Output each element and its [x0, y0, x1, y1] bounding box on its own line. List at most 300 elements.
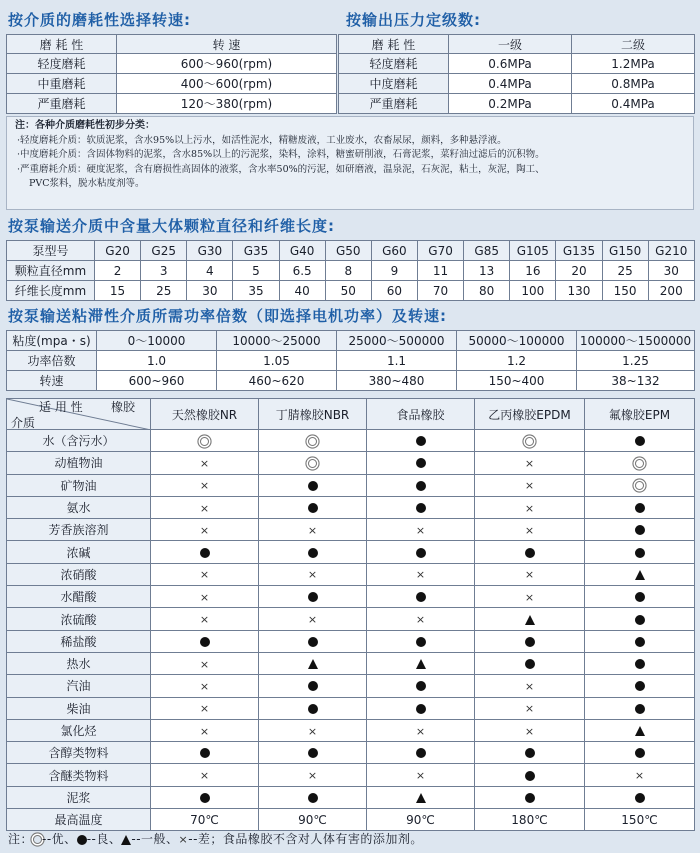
legend-item-text: --差； [188, 832, 223, 846]
compatibility-cell [475, 586, 585, 608]
poor-cross-icon: × [199, 769, 210, 783]
wear-level-cell: 轻度磨耗 [339, 54, 449, 74]
poor-cross-icon: × [524, 679, 535, 693]
wear-level-cell: 严重磨耗 [7, 94, 117, 114]
compatibility-cell [585, 675, 695, 697]
compatibility-cell [151, 430, 259, 452]
good-dot-icon [525, 793, 535, 803]
medium-label-cell: 热水 [7, 652, 151, 674]
legend-item-text: --优、 [42, 832, 77, 846]
viscosity-value-cell: 0～10000 [97, 331, 217, 351]
compatibility-cell [367, 474, 475, 496]
header-corner-cell [7, 399, 151, 430]
viscosity-row-label: 粘度(mpa・s) [7, 331, 97, 351]
viscosity-value-cell: 38~132 [577, 371, 695, 391]
compatibility-cell [585, 697, 695, 719]
compatibility-cell [475, 608, 585, 630]
pressure-cell: 0.2MPa [449, 94, 572, 114]
good-dot-icon [200, 793, 210, 803]
pressure-cell: 1.2MPa [572, 54, 695, 74]
compatibility-cell [475, 675, 585, 697]
compatibility-cell [151, 764, 259, 786]
compatibility-cell [367, 719, 475, 741]
compatibility-cell [585, 764, 695, 786]
wear-header-row [7, 35, 337, 54]
pump-model-cell: G30 [187, 241, 233, 261]
legend-footnote [8, 830, 423, 847]
particle-value-cell: 3 [141, 261, 187, 281]
poor-cross-icon: × [415, 523, 426, 537]
viscosity-value-cell: 100000～1500000 [577, 331, 695, 351]
compatibility-cell [259, 697, 367, 719]
pressure-table [338, 34, 695, 114]
poor-cross-icon: × [524, 523, 535, 537]
poor-cross-icon: × [415, 613, 426, 627]
poor-cross-icon: × [199, 501, 210, 515]
particle-value-cell: 5 [233, 261, 279, 281]
good-dot-icon [635, 436, 645, 446]
compatibility-cell [151, 697, 259, 719]
pressure-header-cell: 一级 [449, 35, 572, 54]
pressure-section-title: 按输出压力定级数: [346, 11, 481, 29]
good-dot-icon [635, 793, 645, 803]
particle-value-cell: 30 [187, 281, 233, 301]
poor-cross-icon: × [199, 724, 210, 738]
medium-label-cell: 浓硫酸 [7, 608, 151, 630]
pump-model-cell: G50 [325, 241, 371, 261]
poor-cross-icon: × [524, 702, 535, 716]
viscosity-row-label: 转速 [7, 371, 97, 391]
good-dot-icon [635, 525, 645, 535]
good-dot-icon [416, 681, 426, 691]
compatibility-cell [367, 608, 475, 630]
compatibility-cell [151, 586, 259, 608]
compatibility-cell [151, 563, 259, 585]
good-dot-icon [635, 704, 645, 714]
poor-cross-icon: × [524, 479, 535, 493]
good-dot-icon [525, 771, 535, 781]
good-dot-icon [635, 637, 645, 647]
compatibility-cell [259, 452, 367, 474]
rubber-row [7, 430, 695, 452]
compatibility-cell [475, 630, 585, 652]
pump-model-cell: G20 [95, 241, 141, 261]
poor-cross-icon: × [415, 724, 426, 738]
wear-level-cell: 严重磨耗 [339, 94, 449, 114]
medium-label-cell: 水（含污水） [7, 430, 151, 452]
good-dot-icon [416, 481, 426, 491]
wear-header-cell: 转 速 [117, 35, 337, 54]
compatibility-cell [259, 496, 367, 518]
particle-value-cell: 150 [602, 281, 648, 301]
rubber-row [7, 563, 695, 585]
excellent-ring-icon [33, 835, 42, 844]
compatibility-cell [151, 786, 259, 808]
pump-model-cell: G135 [556, 241, 602, 261]
poor-cross-icon: × [307, 769, 318, 783]
good-dot-icon [308, 592, 318, 602]
viscosity-value-cell: 600~960 [97, 371, 217, 391]
medium-label-cell: 柴油 [7, 697, 151, 719]
rubber-row [7, 586, 695, 608]
compatibility-cell [259, 675, 367, 697]
viscosity-row-label: 功率倍数 [7, 351, 97, 371]
compatibility-cell [367, 630, 475, 652]
compatibility-cell [585, 719, 695, 741]
notes-title: 注：各种介质磨耗性初步分类： [15, 120, 155, 131]
good-dot-icon [525, 659, 535, 669]
compatibility-cell [151, 519, 259, 541]
pump-model-cell: G105 [510, 241, 556, 261]
legend-item-text: --良、 [86, 832, 122, 846]
compatibility-cell [259, 764, 367, 786]
particle-value-cell: 8 [325, 261, 371, 281]
wear-header-cell: 磨 耗 性 [7, 35, 117, 54]
particle-row [7, 261, 695, 281]
fair-triangle-icon [308, 659, 318, 669]
compatibility-cell [151, 608, 259, 630]
wear-row [7, 54, 337, 74]
rubber-header-row [7, 399, 695, 430]
poor-cross-icon: × [524, 456, 535, 470]
good-dot-icon [635, 592, 645, 602]
good-dot-icon [416, 436, 426, 446]
viscosity-table [6, 330, 695, 391]
compatibility-cell [151, 452, 259, 474]
compatibility-cell [367, 652, 475, 674]
compatibility-cell [151, 652, 259, 674]
good-dot-icon [416, 704, 426, 714]
rubber-compatibility-table [6, 398, 695, 831]
rubber-column-header: 氟橡胶EPM [585, 399, 695, 430]
excellent-ring-icon [635, 481, 644, 490]
good-dot-icon [308, 748, 318, 758]
compatibility-cell [367, 452, 475, 474]
footnote-suffix: 食品橡胶不含对人体有害的添加剂。 [222, 832, 423, 846]
viscosity-section-title: 按泵输送粘滞性介质所需功率倍数（即选择电机功率）及转速: [8, 307, 448, 325]
wear-level-cell: 中重磨耗 [7, 74, 117, 94]
rubber-row [7, 541, 695, 563]
rubber-column-header: 天然橡胶NR [151, 399, 259, 430]
particle-value-cell: 35 [233, 281, 279, 301]
pump-model-cell: G210 [648, 241, 694, 261]
rubber-row [7, 496, 695, 518]
compatibility-cell [367, 675, 475, 697]
viscosity-value-cell: 10000～25000 [217, 331, 337, 351]
compatibility-cell [585, 563, 695, 585]
good-dot-icon [416, 458, 426, 468]
particle-value-cell: 11 [417, 261, 463, 281]
rubber-row [7, 630, 695, 652]
compatibility-cell [585, 742, 695, 764]
compatibility-cell [475, 719, 585, 741]
poor-cross-icon: × [415, 568, 426, 582]
compatibility-cell [151, 496, 259, 518]
particle-value-cell: 50 [325, 281, 371, 301]
compatibility-cell [259, 786, 367, 808]
compatibility-cell [367, 586, 475, 608]
poor-cross-icon: × [634, 769, 645, 783]
compatibility-cell [259, 719, 367, 741]
compatibility-cell [259, 563, 367, 585]
good-dot-icon [416, 592, 426, 602]
wear-level-cell: 中度磨耗 [339, 74, 449, 94]
poor-cross-icon: × [307, 568, 318, 582]
compatibility-cell [259, 541, 367, 563]
rubber-column-header: 乙丙橡胶EPDM [475, 399, 585, 430]
medium-label-cell: 浓硝酸 [7, 563, 151, 585]
poor-cross-icon: × [307, 613, 318, 627]
compatibility-cell [259, 608, 367, 630]
good-dot-icon [635, 548, 645, 558]
medium-label-cell: 泥浆 [7, 786, 151, 808]
medium-label-cell: 含醚类物料 [7, 764, 151, 786]
good-dot-icon [635, 748, 645, 758]
rubber-row [7, 764, 695, 786]
compatibility-cell: 180℃ [475, 809, 585, 831]
medium-label-cell: 含醇类物料 [7, 742, 151, 764]
pressure-header-cell: 磨 耗 性 [339, 35, 449, 54]
viscosity-value-cell: 1.2 [457, 351, 577, 371]
compatibility-cell [475, 541, 585, 563]
particle-value-cell: 70 [417, 281, 463, 301]
good-dot-icon [308, 793, 318, 803]
compatibility-cell [475, 742, 585, 764]
particle-value-cell: 6.5 [279, 261, 325, 281]
speed-cell: 600～960(rpm) [117, 54, 337, 74]
poor-cross-icon: × [524, 501, 535, 515]
fair-triangle-icon [525, 615, 535, 625]
medium-label-cell: 矿物油 [7, 474, 151, 496]
wear-level-cell: 轻度磨耗 [7, 54, 117, 74]
note-item-severe-cont: PVC浆料，脱水粘度剂等。 [29, 178, 145, 189]
good-dot-icon [200, 637, 210, 647]
viscosity-row [7, 351, 695, 371]
compatibility-cell [585, 630, 695, 652]
compatibility-cell: 90℃ [259, 809, 367, 831]
pressure-cell: 0.4MPa [572, 94, 695, 114]
particle-value-cell: 15 [95, 281, 141, 301]
wear-notes [6, 116, 694, 210]
particle-value-cell: 80 [464, 281, 510, 301]
compatibility-cell [151, 719, 259, 741]
compatibility-cell [259, 430, 367, 452]
poor-cross-icon: × [178, 833, 189, 846]
particle-value-cell: 2 [95, 261, 141, 281]
poor-cross-icon: × [199, 523, 210, 537]
particle-row [7, 281, 695, 301]
compatibility-cell [367, 764, 475, 786]
excellent-ring-icon [525, 437, 534, 446]
poor-cross-icon: × [199, 679, 210, 693]
good-dot-icon [525, 748, 535, 758]
compatibility-cell [151, 630, 259, 652]
compatibility-cell [151, 675, 259, 697]
pump-model-cell: G40 [279, 241, 325, 261]
compatibility-cell [585, 652, 695, 674]
fair-triangle-icon [416, 793, 426, 803]
compatibility-cell [367, 519, 475, 541]
rubber-row [7, 742, 695, 764]
compatibility-cell [585, 541, 695, 563]
viscosity-value-cell: 1.05 [217, 351, 337, 371]
particle-value-cell: 100 [510, 281, 556, 301]
compatibility-cell [475, 652, 585, 674]
pressure-cell: 0.6MPa [449, 54, 572, 74]
pump-model-cell: G35 [233, 241, 279, 261]
compatibility-cell [475, 519, 585, 541]
good-dot-icon [635, 681, 645, 691]
pressure-row [339, 94, 695, 114]
legend-item-text: --一般、 [131, 832, 179, 846]
compatibility-cell [475, 452, 585, 474]
speed-cell: 120～380(rpm) [117, 94, 337, 114]
compatibility-cell [151, 742, 259, 764]
particle-row-label: 纤维长度mm [7, 281, 95, 301]
excellent-ring-icon [635, 459, 644, 468]
compatibility-cell [475, 697, 585, 719]
compatibility-cell [475, 474, 585, 496]
particle-value-cell: 30 [648, 261, 694, 281]
rubber-row [7, 608, 695, 630]
viscosity-row [7, 371, 695, 391]
particle-value-cell: 60 [371, 281, 417, 301]
viscosity-value-cell: 150~400 [457, 371, 577, 391]
poor-cross-icon: × [307, 724, 318, 738]
poor-cross-icon: × [199, 613, 210, 627]
poor-cross-icon: × [524, 724, 535, 738]
poor-cross-icon: × [199, 456, 210, 470]
medium-label-cell: 动植物油 [7, 452, 151, 474]
rubber-row [7, 474, 695, 496]
rubber-row [7, 675, 695, 697]
rubber-row [7, 719, 695, 741]
speed-cell: 400～600(rpm) [117, 74, 337, 94]
compatibility-cell [585, 452, 695, 474]
compatibility-cell [585, 608, 695, 630]
pump-model-cell: G70 [417, 241, 463, 261]
viscosity-value-cell: 380~480 [337, 371, 457, 391]
good-dot-icon [525, 637, 535, 647]
compatibility-cell [585, 496, 695, 518]
compatibility-cell [475, 430, 585, 452]
viscosity-value-cell: 460~620 [217, 371, 337, 391]
compatibility-cell [475, 496, 585, 518]
viscosity-value-cell: 1.25 [577, 351, 695, 371]
viscosity-value-cell: 25000～500000 [337, 331, 457, 351]
particle-section-title: 按泵输送介质中含量大体颗粒直径和纤维长度: [8, 217, 336, 235]
rubber-row [7, 809, 695, 831]
compatibility-cell: 70℃ [151, 809, 259, 831]
good-dot-icon [635, 659, 645, 669]
compatibility-cell [475, 563, 585, 585]
pump-model-cell: G60 [371, 241, 417, 261]
pressure-header-row [339, 35, 695, 54]
compatibility-cell [259, 474, 367, 496]
compatibility-cell [259, 519, 367, 541]
rubber-row [7, 697, 695, 719]
footnote-prefix: 注： [8, 832, 34, 846]
wear-section-title: 按介质的磨耗性选择转速: [8, 11, 191, 29]
wear-row [7, 94, 337, 114]
particle-value-cell: 40 [279, 281, 325, 301]
compatibility-cell [151, 474, 259, 496]
viscosity-value-cell: 50000～100000 [457, 331, 577, 351]
medium-label-cell: 水醋酸 [7, 586, 151, 608]
pressure-row [339, 54, 695, 74]
poor-cross-icon: × [524, 590, 535, 604]
viscosity-row [7, 331, 695, 351]
viscosity-value-cell: 1.1 [337, 351, 457, 371]
good-dot-icon [308, 503, 318, 513]
good-dot-icon [200, 548, 210, 558]
good-dot-icon [77, 835, 87, 845]
wear-speed-table [6, 34, 337, 114]
compatibility-cell [585, 519, 695, 541]
good-dot-icon [308, 548, 318, 558]
medium-label-cell: 最高温度 [7, 809, 151, 831]
good-dot-icon [635, 615, 645, 625]
compatibility-cell [475, 764, 585, 786]
particle-table [6, 240, 695, 301]
compatibility-cell: 150℃ [585, 809, 695, 831]
poor-cross-icon: × [415, 769, 426, 783]
compatibility-cell [585, 430, 695, 452]
good-dot-icon [200, 748, 210, 758]
corner-medium-label: 介质 [11, 416, 36, 430]
good-dot-icon [416, 548, 426, 558]
good-dot-icon [308, 704, 318, 714]
compatibility-cell: 90℃ [367, 809, 475, 831]
corner-rubber-label: 橡胶 [111, 400, 136, 414]
rubber-row [7, 786, 695, 808]
compatibility-cell [585, 474, 695, 496]
medium-label-cell: 氨水 [7, 496, 151, 518]
pump-model-cell: G85 [464, 241, 510, 261]
good-dot-icon [635, 503, 645, 513]
poor-cross-icon: × [199, 702, 210, 716]
compatibility-cell [259, 586, 367, 608]
compatibility-cell [259, 630, 367, 652]
note-item-medium: ·中度磨耗介质：含固体物料的泥浆，含水85%以上的污泥浆，染料，涂料，糖蜜研削液，石膏泥浆，菜籽油过滤后的沉积物。 [17, 149, 545, 160]
excellent-ring-icon [308, 459, 317, 468]
compatibility-cell [259, 742, 367, 764]
rubber-column-header: 丁腈橡胶NBR [259, 399, 367, 430]
good-dot-icon [308, 681, 318, 691]
pressure-cell: 0.4MPa [449, 74, 572, 94]
particle-value-cell: 20 [556, 261, 602, 281]
good-dot-icon [416, 637, 426, 647]
particle-value-cell: 25 [602, 261, 648, 281]
particle-value-cell: 16 [510, 261, 556, 281]
good-dot-icon [416, 503, 426, 513]
particle-value-cell: 200 [648, 281, 694, 301]
particle-value-cell: 25 [141, 281, 187, 301]
excellent-ring-icon [308, 437, 317, 446]
poor-cross-icon: × [199, 657, 210, 671]
medium-label-cell: 浓碱 [7, 541, 151, 563]
particle-value-cell: 130 [556, 281, 602, 301]
medium-label-cell: 稀盐酸 [7, 630, 151, 652]
compatibility-cell [367, 563, 475, 585]
compatibility-cell [259, 652, 367, 674]
fair-triangle-icon [635, 726, 645, 736]
pump-model-cell: G150 [602, 241, 648, 261]
poor-cross-icon: × [307, 523, 318, 537]
pressure-row [339, 74, 695, 94]
compatibility-cell [585, 586, 695, 608]
compatibility-cell [151, 541, 259, 563]
